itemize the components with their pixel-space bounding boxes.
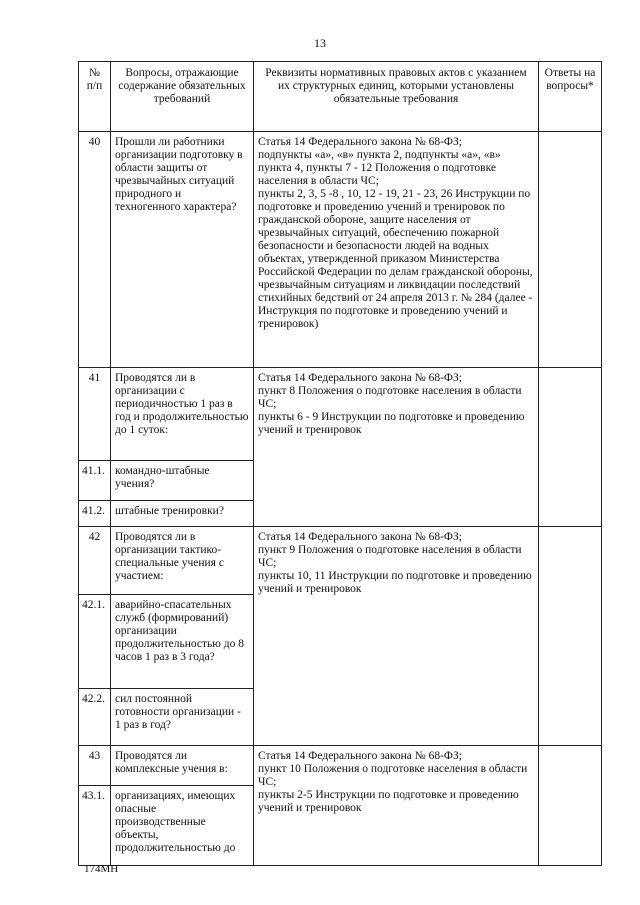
row-question: сил постоянной готовности организации - 1 раз в год? — [111, 689, 254, 746]
row-question: Прошли ли работники организации подготовку в области защиты от чрезвычайных ситуаций природного и техногенного характера? — [111, 132, 254, 368]
row-number: 42.2. — [79, 689, 111, 746]
row-number: 41.1. — [79, 461, 111, 501]
table-row — [79, 746, 602, 786]
table-row — [79, 368, 602, 461]
requisite-line: пункты 6 - 9 Инструкции по подготовке и проведению учений и тренировок — [258, 411, 525, 436]
page-number: 13 — [314, 36, 326, 50]
requisite-line: пункты 2-5 Инструкции по подготовке и проведению учений и тренировок — [258, 789, 519, 814]
row-requisites — [254, 132, 539, 368]
row-question: организациях, имеющих опасные производственные объекты, продолжительностью до — [111, 786, 254, 866]
answer-cell[interactable] — [539, 368, 602, 527]
row-requisites — [254, 746, 539, 866]
row-requisites — [254, 368, 539, 527]
requisite-line: пункт 9 Положения о подготовке населения в области ЧС; — [258, 544, 522, 569]
row-number: 43.1. — [79, 786, 111, 866]
requisite-line: Статья 14 Федерального закона № 68-ФЗ; — [258, 372, 462, 384]
answer-cell[interactable] — [539, 746, 602, 866]
requisite-line: пункт 10 Положения о подготовке населения в области ЧС; — [258, 763, 528, 788]
row-question: Проводятся ли комплексные учения в: — [111, 746, 254, 786]
table-row — [79, 527, 602, 595]
header-questions: Вопросы, отражающие содержание обязательных требований — [111, 62, 254, 132]
row-number: 41.2. — [79, 501, 111, 527]
row-question: аварийно-спасательных служб (формирований) организации продолжительностью до 8 часов 1 раз в 3 года? — [111, 595, 254, 689]
row-question: Проводятся ли в организации тактико-специальные учения с участием: — [111, 527, 254, 595]
answer-cell[interactable] — [539, 527, 602, 746]
header-requisites: Реквизиты нормативных правовых актов с указанием их структурных единиц, которыми установлены обязательные требования — [254, 62, 539, 132]
requisite-line: Статья 14 Федерального закона № 68-ФЗ; — [258, 531, 462, 543]
row-number: 42 — [79, 527, 111, 595]
requisite-line: пункт 8 Положения о подготовке населения в области ЧС; — [258, 385, 522, 410]
row-number: 40 — [79, 132, 111, 368]
answer-cell[interactable] — [539, 132, 602, 368]
row-number: 42.1. — [79, 595, 111, 689]
row-question: Проводятся ли в организации с периодичностью 1 раз в год и продолжительностью до 1 суток: — [111, 368, 254, 461]
requirements-table — [78, 61, 602, 866]
table-header-row — [79, 62, 602, 132]
header-answers: Ответы на вопросы* — [539, 62, 602, 132]
row-number: 41 — [79, 368, 111, 461]
row-requisites — [254, 527, 539, 746]
row-number: 43 — [79, 746, 111, 786]
requisite-line: пункты 10, 11 Инструкции по подготовке и проведению учений и тренировок — [258, 570, 532, 595]
requisite-line: Статья 14 Федерального закона № 68-ФЗ; — [258, 136, 462, 148]
document-code: 174МН — [84, 863, 119, 875]
row-question: командно-штабные учения? — [111, 461, 254, 501]
row-question: штабные тренировки? — [111, 501, 254, 527]
requisite-line: пункты 2, 3, 5 -8 , 10, 12 - 19, 21 - 23, 26 Инструкции по подготовке и проведению учений и тренировок по гражданской обороне, защите населения от чрезвычайных ситуаций, обеспечению пожарной безопасности и безопасности людей на водных объектах, утвержденной приказом Министерства Российской Федерации по делам гражданской обороны, чрезвычайным ситуациям и ликвидации последствий стихийных бедствий от 24 апреля 2013 г. № 284 (далее - Инструкция по подготовке и проведению учений и тренировок) — [258, 188, 533, 330]
header-number: № п/п — [79, 62, 111, 132]
requisite-line: Статья 14 Федерального закона № 68-ФЗ; — [258, 750, 462, 762]
table-row — [79, 132, 602, 368]
requisite-line: подпункты «а», «в» пункта 2, подпункты «а», «в» пункта 4, пункты 7 - 12 Положения о подготовке населения в области ЧС; — [258, 149, 501, 187]
